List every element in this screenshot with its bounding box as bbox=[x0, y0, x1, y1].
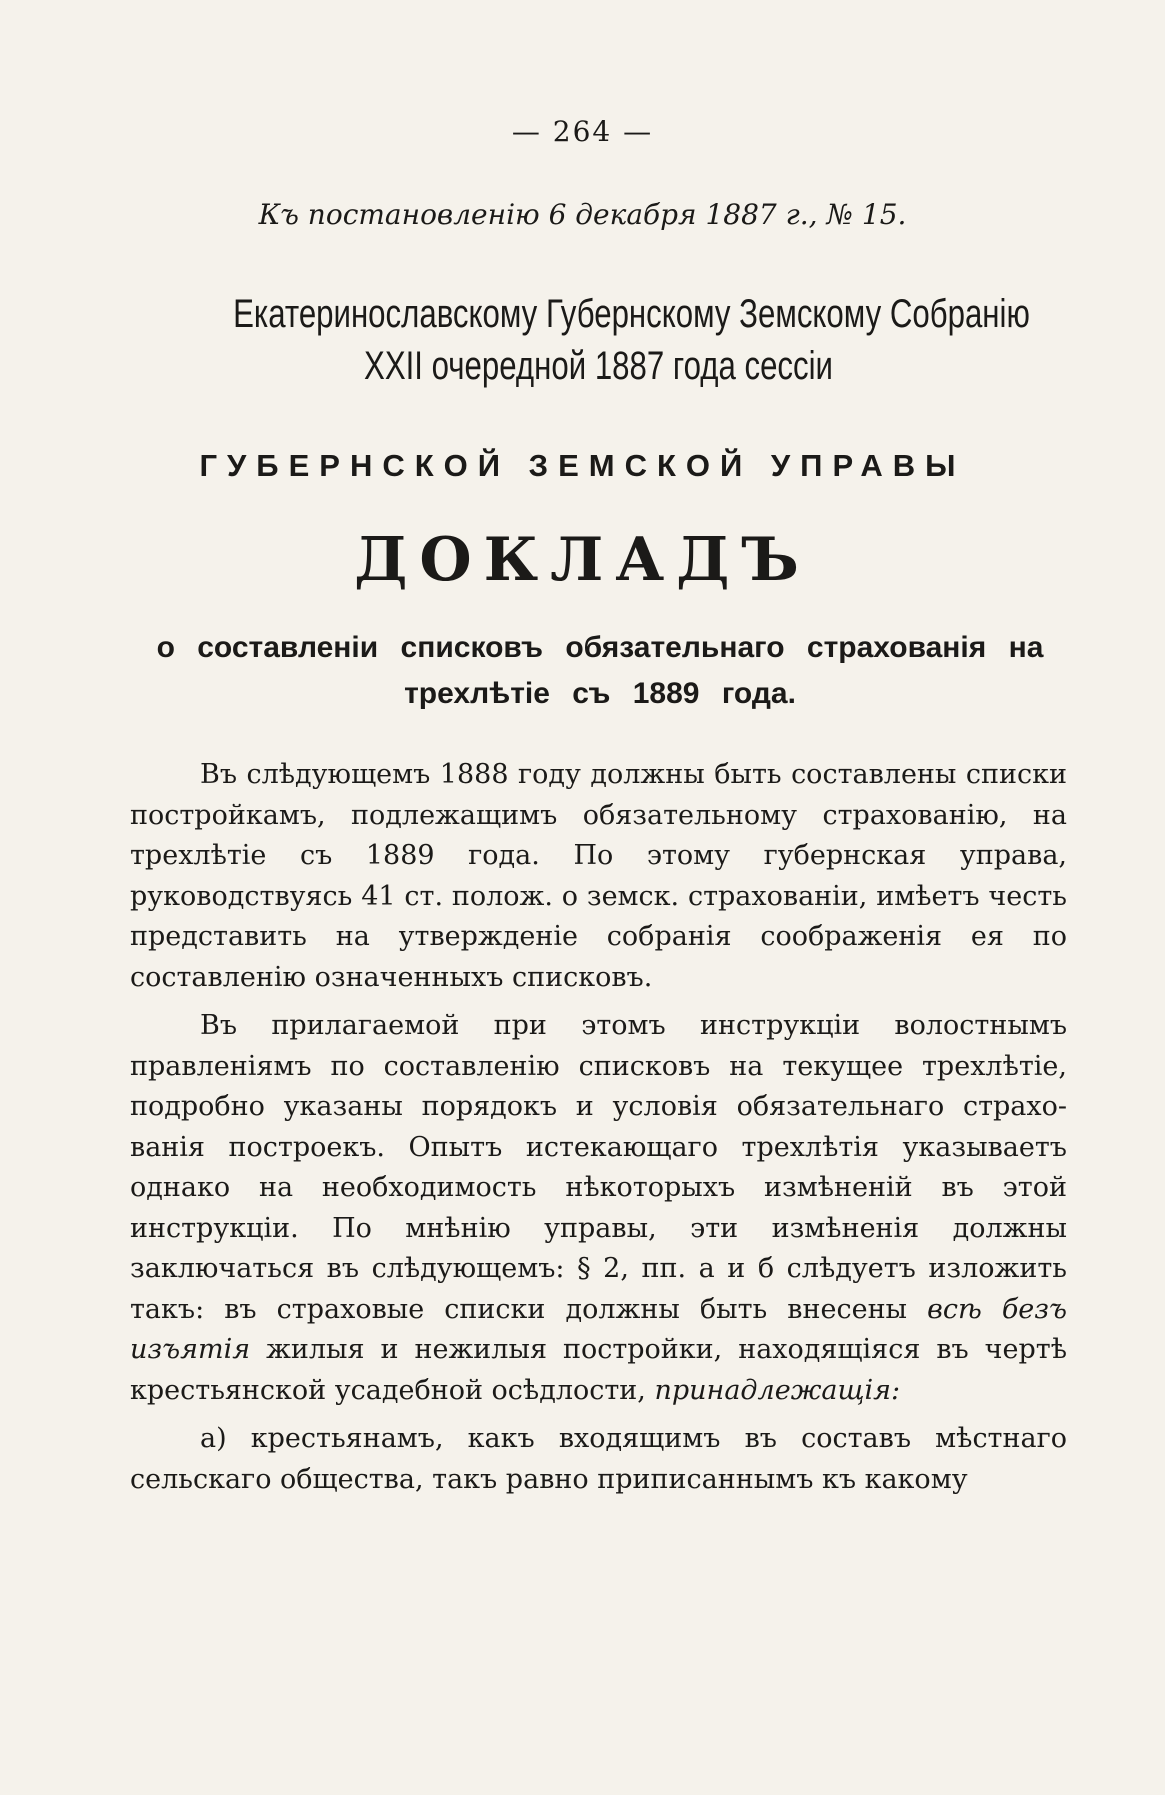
recipient-line-2: XXII очередной 1887 года сессіи bbox=[364, 344, 833, 388]
paragraph-3: а) крестьянамъ, какъ входящимъ въ составъ мѣстнаго сельскаго общества, такъ равно приписаннымъ къ какому bbox=[130, 1423, 1067, 1495]
recipient-line-1: Екатеринославскому Губернскому Земскому Собранію bbox=[233, 292, 1030, 336]
paragraph-2-emphasis-1: всѣ безъ изъятія bbox=[130, 1293, 1067, 1365]
decree-reference: Къ постановленію 6 декабря 1887 г., № 15. bbox=[258, 198, 907, 231]
body-text bbox=[130, 755, 1067, 1500]
document-type-title: ДОКЛАДЪ bbox=[354, 525, 811, 595]
recipient-heading bbox=[233, 288, 1030, 392]
paragraph-1: Въ слѣдующемъ 1888 году должны быть составлены списки постройкамъ, подлежащимъ обязательному страхованію, на трехлѣтіе съ 1889 года. По этому губернская управа, руководствуясь 41 ст. полож. о земск. страхованіи, имѣетъ честь представить на утвержденіе собранія соображенія ея по составленію означенныхъ списковъ. bbox=[130, 759, 1067, 993]
paragraph-2-text-b: жилыя и нежилыя постройки, находящіяся въ чертѣ крестьянской усадебной осѣдлости, bbox=[130, 1334, 1067, 1406]
subject-heading bbox=[140, 625, 1060, 717]
issuer-heading: ГУБЕРНСКОЙ ЗЕМСКОЙ УПРАВЫ bbox=[199, 448, 966, 483]
subject-line-2: трехлѣтіе съ 1889 года. bbox=[404, 677, 796, 710]
subject-line-1: о составленіи списковъ обязательнаго страхованія на bbox=[156, 631, 1044, 664]
paragraph-2-emphasis-2: принадлежащія: bbox=[654, 1374, 901, 1406]
paragraph-2-text-a: Въ прилагаемой при этомъ инструкціи волостнымъ правленіямъ по составленію списковъ на текущее трехлѣтіе, подробно указаны порядокъ и условія обязательнаго страхованія построекъ. Опытъ истекающаго трехлѣтія указываетъ однако на необходимость нѣкоторыхъ измѣненій въ этой инструкціи. По мнѣнію управы, эти измѣненія должны заключаться въ слѣдующемъ: § 2, пп. а и б слѣдуетъ изложить такъ: въ страховые списки должны быть внесены bbox=[130, 1010, 1067, 1325]
paragraph-2 bbox=[130, 1006, 1067, 1411]
page-number: — 264 — bbox=[511, 115, 654, 148]
